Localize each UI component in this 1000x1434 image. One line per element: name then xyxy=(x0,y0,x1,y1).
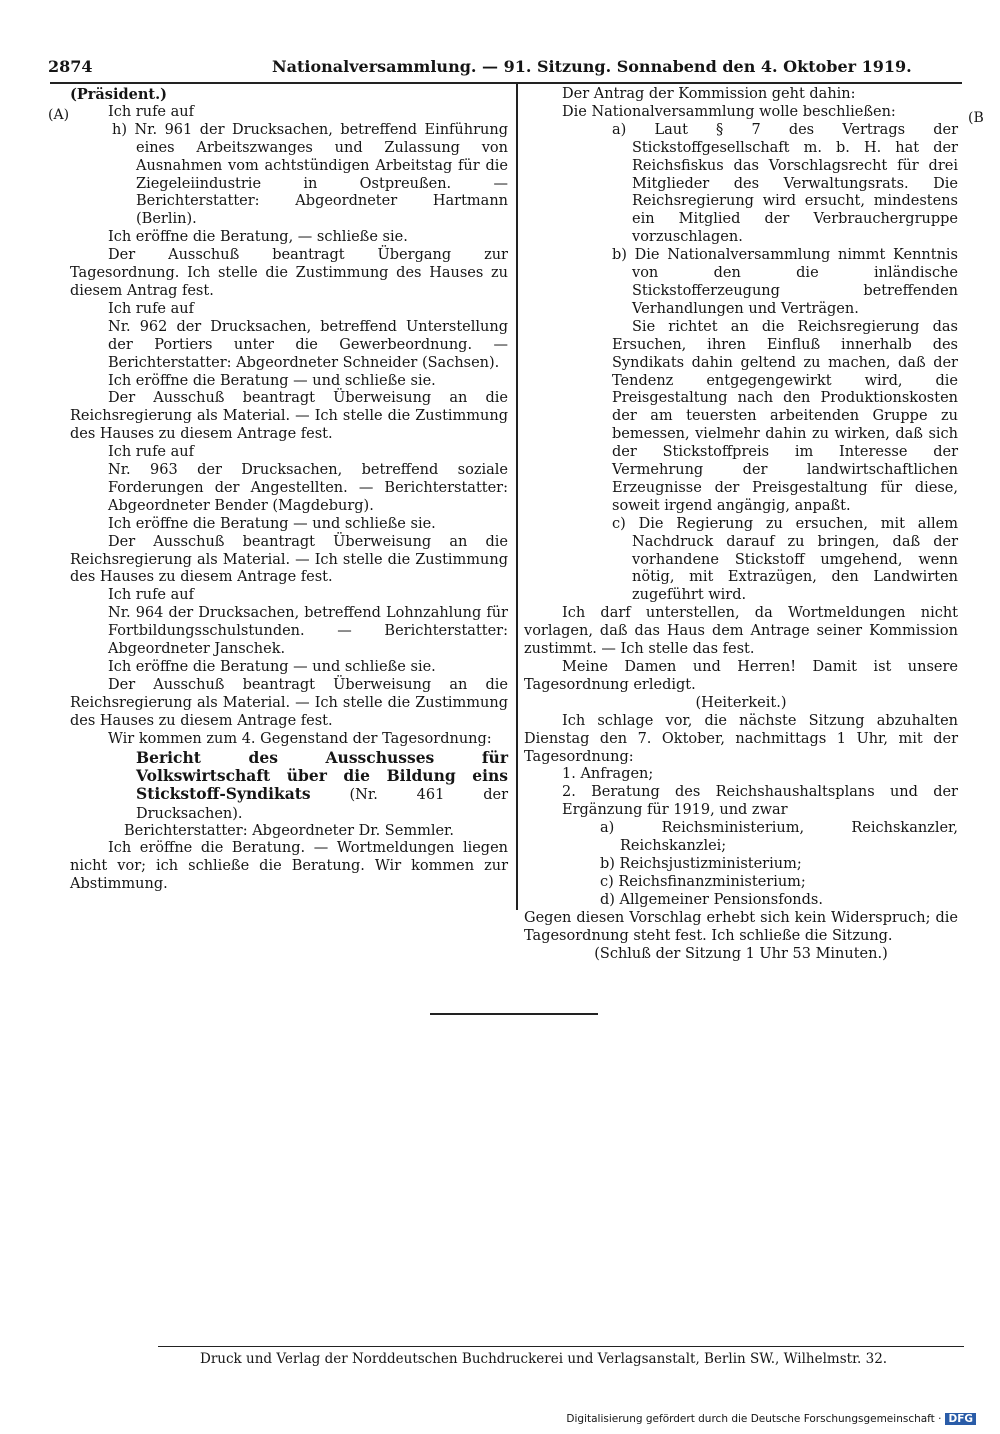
column-divider xyxy=(516,84,518,910)
paragraph-text: Bericht des Ausschusses für Volkswirtschaft über die Bildung eins Stickstoff-Syndikats xyxy=(136,747,508,803)
paragraph-text: b) Reichsjustizministerium; xyxy=(600,855,802,872)
left-column-paragraph xyxy=(70,605,508,659)
digitization-credit xyxy=(566,1413,976,1425)
paragraph-text: d) Allgemeiner Pensionsfonds. xyxy=(600,891,823,908)
paragraph-text: Ich eröffne die Beratung — und schließe sie. xyxy=(108,515,436,532)
paragraph-text: Ich eröffne die Beratung. — Wortmeldungen liegen nicht vor; ich schließe die Beratung. Wir kommen zur Abstimmung. xyxy=(70,840,508,893)
margin-marker-a: (A) xyxy=(48,107,70,123)
page-number: 2874 xyxy=(48,57,93,76)
right-column xyxy=(524,86,958,963)
paragraph-text: Nr. 962 der Drucksachen, betreffend Unterstellung der Portiers unter die Gewerbeordnung. — Berichterstatter: Abgeordneter Schneider (Sachsen). xyxy=(108,318,508,371)
paragraph-suffix: (Nr. 461 der Drucksachen). xyxy=(136,786,508,822)
paragraph-text: 2. Beratung des Reichshaushaltsplans und der Ergänzung für 1919, und zwar xyxy=(562,784,958,819)
paragraph-text: Ich darf unterstellen, da Wortmeldungen nicht vorlagen, daß das Haus dem Antrage seiner Kommission zustimmt. — Ich stelle das fest. xyxy=(524,605,958,658)
paragraph-text: Ich eröffne die Beratung — und schließe sie. xyxy=(108,659,436,675)
paragraph-text: (Schluß der Sitzung 1 Uhr 53 Minuten.) xyxy=(594,945,888,962)
left-column-paragraph xyxy=(70,587,508,605)
right-column-paragraph xyxy=(524,659,958,695)
paragraph-text: Der Antrag der Kommission geht dahin: xyxy=(562,86,856,102)
left-column-paragraph xyxy=(70,823,508,841)
left-column-paragraph xyxy=(70,534,508,588)
paragraph-text: 1. Anfragen; xyxy=(562,766,654,783)
paragraph-text: c) Reichsfinanzministerium; xyxy=(600,873,806,890)
paragraph-text: h) Nr. 961 der Drucksachen, betreffend Einführung eines Arbeitszwanges und Zulassung von Ausnahmen vom achtstündigen Arbeitstag für die Ziegeleiindustrie in Ostpreußen. — Berichterstatter: Abgeordneter Hartmann (Berlin). xyxy=(112,121,508,228)
paragraph-text: Berichterstatter: Abgeordneter Dr. Semmler. xyxy=(124,822,454,839)
digitization-text: Digitalisierung gefördert durch die Deutsche Forschungsgemeinschaft · xyxy=(566,1413,942,1425)
header-rule xyxy=(50,82,962,84)
left-column-paragraph xyxy=(70,229,508,247)
paragraph-text: (Heiterkeit.) xyxy=(695,694,787,711)
left-column xyxy=(70,86,508,894)
right-column-paragraph xyxy=(524,104,958,122)
left-column-paragraph xyxy=(70,731,508,749)
paragraph-text: Ich rufe auf xyxy=(108,587,194,604)
right-column-paragraph xyxy=(524,695,958,713)
paragraph-text: Sie richtet an die Reichsregierung das Ersuchen, ihren Einfluß innerhalb des Syndikats dahin geltend zu machen, daß der Tendenz entgegengewirkt wird, die Preisgestaltung nach den Produktionskosten der am teuersten arbeitenden Gruppe zu bemessen, vielmehr dahin zu wirken, daß sich der Stickstoffpreis im Interesse der Vermehrung der landwirtschaftlichen Erzeugnisse der Preisgestaltung für diese, soweit irgend angängig, anpaßt. xyxy=(612,318,958,514)
paragraph-text: Ich rufe auf xyxy=(108,444,194,461)
paragraph-text: Meine Damen und Herren! Damit ist unsere Tagesordnung erledigt. xyxy=(524,659,958,693)
right-column-paragraph xyxy=(524,784,958,820)
right-column-paragraph xyxy=(524,319,958,516)
margin-marker-b: (B xyxy=(968,110,984,126)
paragraph-text: Der Ausschuß beantragt Überweisung an die Reichsregierung als Material. — Ich stelle die Zustimmung des Hauses zu diesem Antrage fest. xyxy=(70,390,508,443)
paragraph-text: Nr. 963 der Drucksachen, betreffend soziale Forderungen der Angestellten. — Berichterstatter: Abgeordneter Bender (Magdeburg). xyxy=(108,462,508,514)
left-column-paragraph xyxy=(70,104,508,122)
printer-imprint: Druck und Verlag der Norddeutschen Buchdruckerei und Verlagsanstalt, Berlin SW., Wilhelmstr. 32. xyxy=(200,1351,888,1367)
dfg-logo: DFG xyxy=(945,1413,976,1425)
right-column-paragraph xyxy=(524,946,958,964)
paragraph-text: (Präsident.) xyxy=(70,86,167,103)
paragraph-text: Ich schlage vor, die nächste Sitzung abzuhalten Dienstag den 7. Oktober, nachmittags 1 Uhr, mit der Tagesordnung: xyxy=(524,712,958,765)
right-column-paragraph xyxy=(524,122,958,247)
paragraph-text: Der Ausschuß beantragt Überweisung an die Reichsregierung als Material. — Ich stelle die Zustimmung des Hauses zu diesem Antrage fest. xyxy=(70,533,508,586)
right-column-paragraph xyxy=(524,605,958,659)
right-column-paragraph xyxy=(524,820,958,856)
end-rule xyxy=(430,1013,598,1015)
footer-rule xyxy=(158,1346,964,1347)
paragraph-text: Der Ausschuß beantragt Übergang zur Tagesordnung. Ich stelle die Zustimmung des Hauses zu diesem Antrag fest. xyxy=(70,247,508,299)
right-column-paragraph xyxy=(524,713,958,767)
paragraph-text: Ich eröffne die Beratung — und schließe sie. xyxy=(108,372,436,389)
paragraph-text: Nr. 964 der Drucksachen, betreffend Lohnzahlung für Fortbildungsschulstunden. — Berichterstatter: Abgeordneter Janschek. xyxy=(108,605,508,658)
paragraph-text: Die Nationalversammlung wolle beschließen: xyxy=(562,103,896,120)
left-column-paragraph xyxy=(70,840,508,894)
right-column-paragraph xyxy=(524,910,958,946)
right-column-paragraph xyxy=(524,516,958,606)
paragraph-text: Ich rufe auf xyxy=(108,103,194,120)
right-column-paragraph xyxy=(524,86,958,104)
paragraph-text: b) Die Nationalversammlung nimmt Kenntnis von den die inländische Stickstofferzeugung betreffenden Verhandlungen und Verträgen. xyxy=(612,247,958,317)
right-column-paragraph xyxy=(524,892,958,910)
left-column-paragraph xyxy=(70,390,508,444)
left-column-paragraph xyxy=(70,247,508,301)
left-column-paragraph xyxy=(70,373,508,391)
right-column-paragraph xyxy=(524,247,958,319)
left-column-paragraph xyxy=(70,659,508,677)
left-column-paragraph xyxy=(70,444,508,462)
left-column-paragraph xyxy=(70,301,508,319)
paragraph-text: Wir kommen zum 4. Gegenstand der Tagesordnung: xyxy=(108,730,492,747)
left-column-paragraph xyxy=(70,319,508,373)
paragraph-text: a) Reichsministerium, Reichskanzler, Reichskanzlei; xyxy=(600,820,958,855)
page-header xyxy=(40,55,990,79)
left-column-paragraph xyxy=(70,677,508,731)
running-title: Nationalversammlung. — 91. Sitzung. Sonnabend den 4. Oktober 1919. xyxy=(272,57,912,76)
left-column-paragraph xyxy=(70,749,508,823)
paragraph-text: c) Die Regierung zu ersuchen, mit allem Nachdruck darauf zu bringen, daß der vorhandene Stickstoff umgehend, wenn nötig, mit Extrazügen, den Landwirten zugeführt wird. xyxy=(612,515,958,604)
paragraph-text: Gegen diesen Vorschlag erhebt sich kein Widerspruch; die Tagesordnung steht fest. Ich schließe die Sitzung. xyxy=(524,909,958,944)
right-column-paragraph xyxy=(524,874,958,892)
right-column-paragraph xyxy=(524,856,958,874)
paragraph-text: Ich rufe auf xyxy=(108,300,194,317)
paragraph-text: Der Ausschuß beantragt Überweisung an die Reichsregierung als Material. — Ich stelle die Zustimmung des Hauses zu diesem Antrage fest. xyxy=(70,676,508,729)
left-column-paragraph xyxy=(70,462,508,516)
paragraph-text: a) Laut § 7 des Vertrags der Stickstoffgesellschaft m. b. H. hat der Reichsfiskus das Vorschlagsrecht für drei Mitglieder des Verwaltungsrats. Die Reichsregierung wird ersucht, mindestens ein Mitglied der Verbrauchergruppe vorzuschlagen. xyxy=(612,121,958,246)
left-column-paragraph xyxy=(70,516,508,534)
left-column-paragraph xyxy=(70,122,508,229)
left-column-paragraph xyxy=(70,86,508,104)
right-column-paragraph xyxy=(524,766,958,784)
paragraph-text: Ich eröffne die Beratung, — schließe sie. xyxy=(108,229,408,246)
